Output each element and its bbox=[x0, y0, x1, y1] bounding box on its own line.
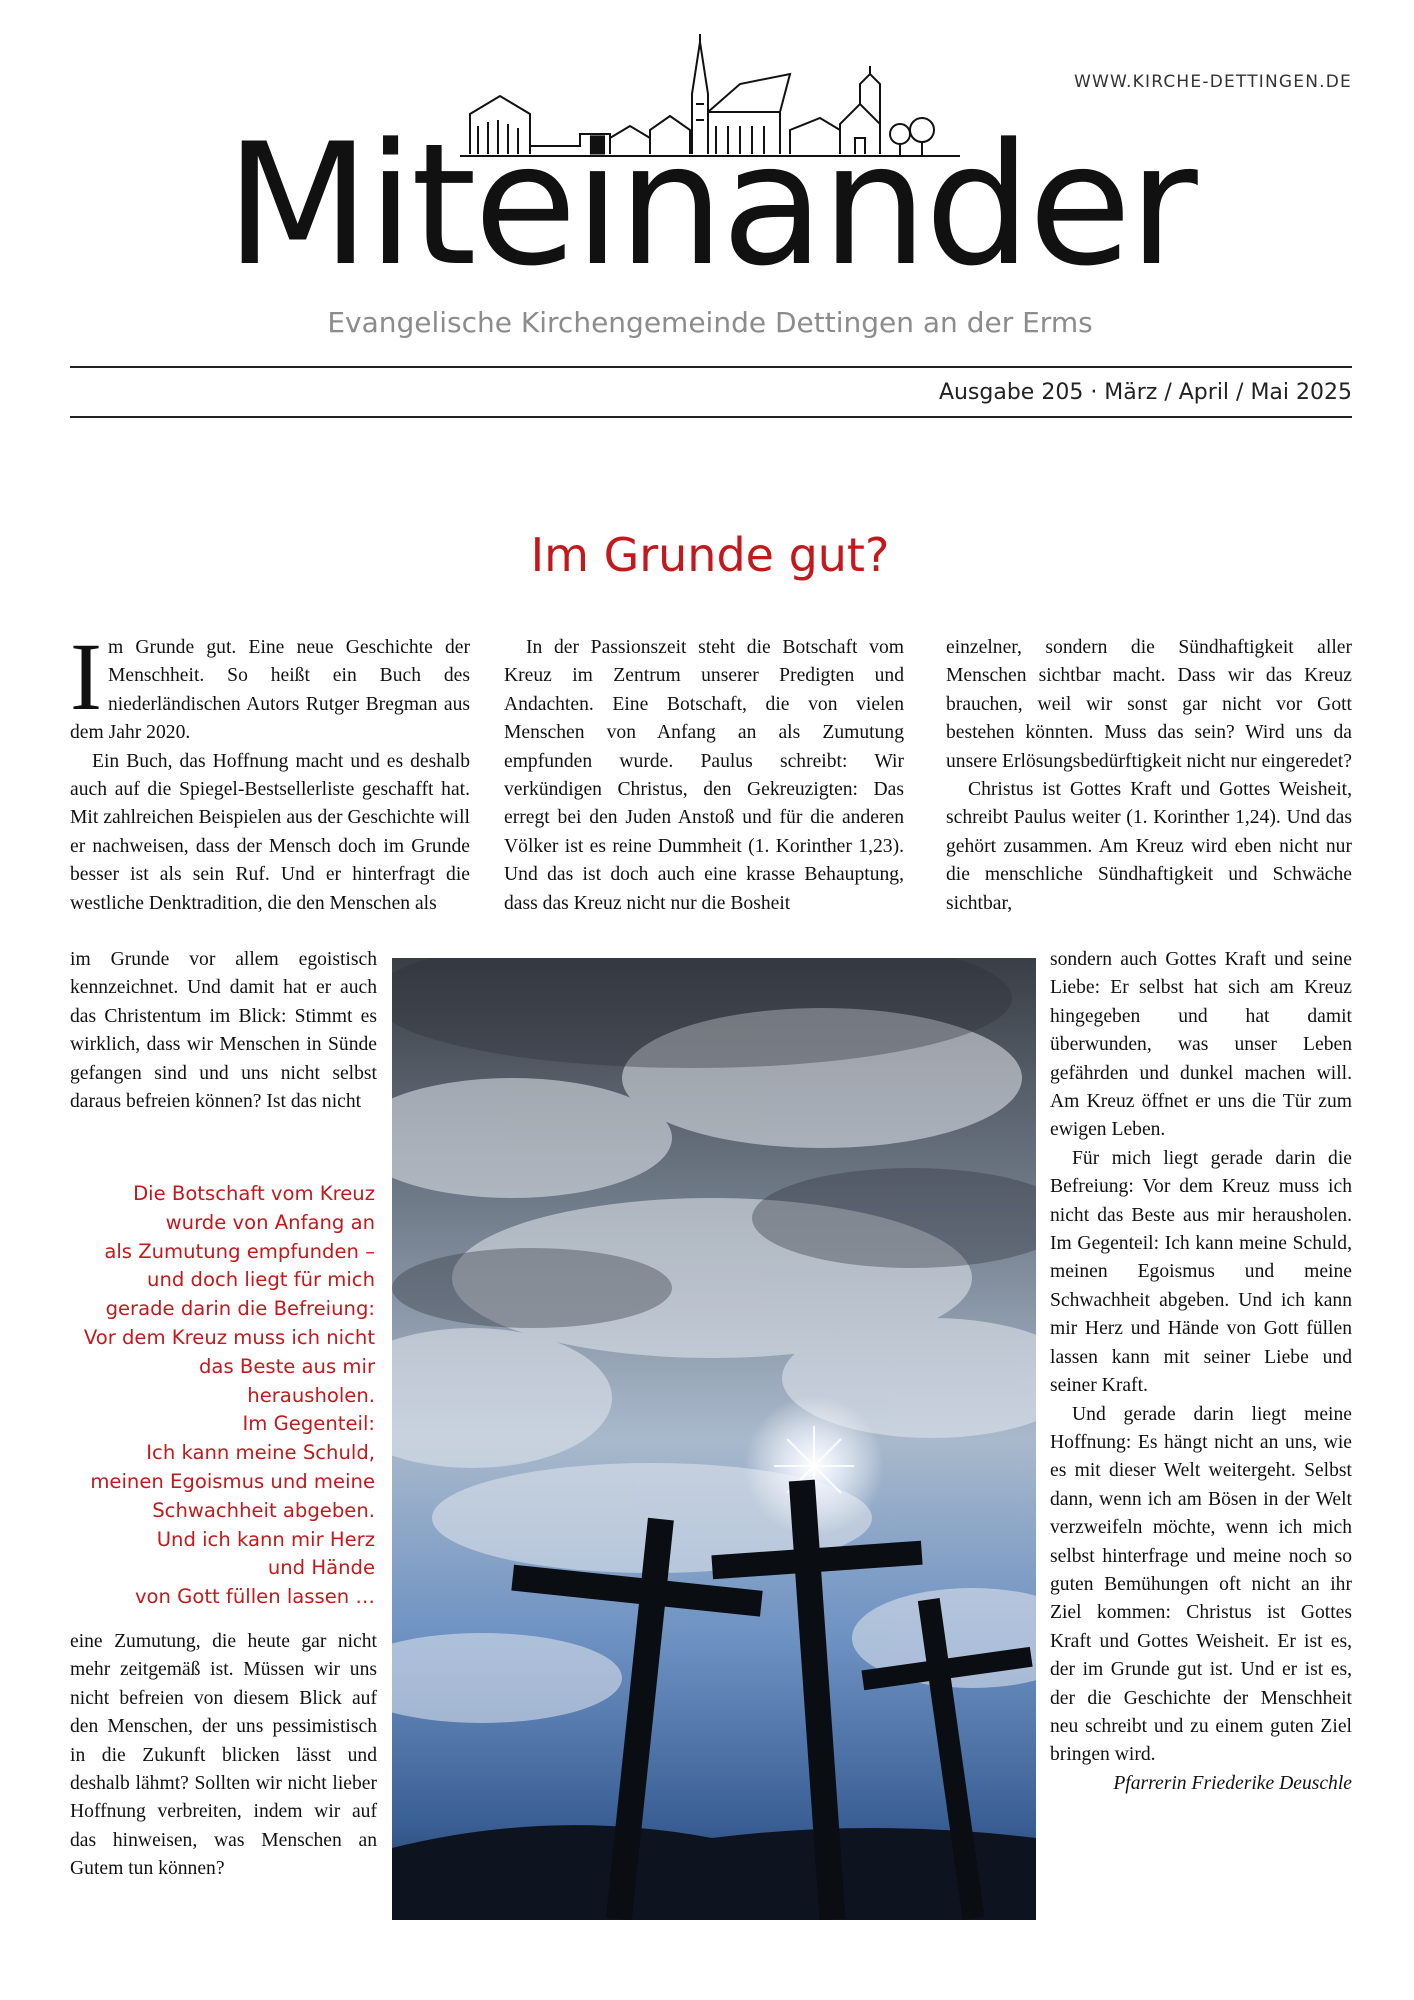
paragraph: Und gerade darin liegt meine Hoffnung: Es hängt nicht an uns, wie es mit dieser Welt weitergeht. Selbst dann, wenn ich am Bösen in der Welt verzweifeln möchte, wenn ich mich selbst hinterfrage und meine noch so guten Bemühungen oft nicht an ihr Ziel kommen: Christus ist Gottes Kraft und Gottes Weisheit. Er ist es, der im Grunde gut ist. Und er ist es, der die Geschichte der Menschheit neu schreibt und zu einem guten Ziel bringen wird. bbox=[1050, 1403, 1352, 1766]
pull-quote-line: Vor dem Kreuz muss ich nicht bbox=[83, 1325, 375, 1349]
pull-quote-line: das Beste aus mir bbox=[199, 1354, 375, 1378]
column-1-top bbox=[70, 623, 470, 918]
pull-quote-line: Die Botschaft vom Kreuz bbox=[133, 1182, 375, 1205]
author-signature: Pfarrerin Friederike Deuschle bbox=[1113, 1772, 1352, 1794]
pull-quote-line: meinen Egoismus und meine bbox=[90, 1469, 375, 1493]
paragraph: In der Passionszeit steht die Botschaft vom Kreuz im Zentrum unserer Predigten und Andachten. Eine Botschaft, die von vielen Menschen von Anfang an als Zumutung empfunden wurde. Paulus schreibt: Wir verkündigen Christus, den Gekreuzigten: Das erregt bei den Juden Anstoß und für die anderen Völker ist es reine Dummheit (1. Korinther 1,23). Und das ist doch auch eine krasse Behauptung, dass das Kreuz nicht nur die Bosheit bbox=[504, 637, 904, 914]
pull-quote-line: Im Gegenteil: bbox=[242, 1412, 375, 1436]
paragraph: Im Grunde gut. Eine neue Geschichte der Menschheit. So heißt ein Buch des niederländischen Autors Rutger Bregman aus dem Jahr 2020. bbox=[70, 623, 470, 744]
article-headline: Im Grunde gut? bbox=[530, 528, 890, 582]
masthead-subtitle: Evangelische Kirchengemeinde Dettingen an der Erms bbox=[327, 306, 1093, 339]
pull-quote-line: Schwachheit abgeben. bbox=[152, 1498, 375, 1522]
drop-cap: I bbox=[70, 623, 102, 730]
website-url: WWW.KIRCHE-DETTINGEN.DE bbox=[1073, 72, 1352, 92]
paragraph: eine Zumutung, die heute gar nicht mehr zeitgemäß ist. Müssen wir uns nicht befreien von diesem Blick auf den Menschen, der uns pessimistisch in die Zukunft blicken lässt und deshalb lähmt? Sollten wir nicht lieber Hoffnung verbreiten, indem wir auf das hinweisen, was Menschen an Gutem tun können? bbox=[70, 1631, 377, 1880]
pull-quote-line: und doch liegt für mich bbox=[147, 1268, 375, 1292]
pull-quote-line: und Hände bbox=[267, 1556, 375, 1580]
column-1-narrow bbox=[70, 946, 377, 1116]
pull-quote-line: Ich kann meine Schuld, bbox=[146, 1441, 375, 1465]
paragraph: Ein Buch, das Hoffnung macht und es deshalb auch auf die Spiegel-Bestsellerliste geschafft hat. Mit zahlreichen Beispielen aus der Geschichte will er nachweisen, dass der Mensch doch im Grunde besser ist als sein Ruf. Und er hinterfragt die westliche Denktradition, die den Menschen als bbox=[70, 750, 470, 914]
paragraph: sondern auch Gottes Kraft und seine Liebe: Er selbst hat sich am Kreuz hingegeben und hat damit überwunden, was unser Leben gefährden und dunkel machen will. Am Kreuz öffnet er uns die Tür zum ewigen Leben. bbox=[1050, 949, 1352, 1141]
pull-quote-line: als Zumutung empfunden – bbox=[104, 1239, 375, 1263]
column-3-narrow bbox=[1050, 946, 1352, 1798]
pull-quote-line: gerade darin die Befreiung: bbox=[105, 1297, 375, 1321]
pull-quote-line: von Gott füllen lassen … bbox=[134, 1585, 375, 1609]
paragraph: Christus ist Gottes Kraft und Gottes Weisheit, schreibt Paulus weiter (1. Korinther 1,24). Und das gehört zusammen. Am Kreuz wird eben nicht nur die menschliche Sündhaftigkeit und Schwäche sichtbar, bbox=[946, 779, 1352, 914]
column-3-top bbox=[946, 634, 1352, 918]
header-rule-bottom bbox=[70, 416, 1352, 418]
paragraph: im Grunde vor allem egoistisch kennzeichnet. Und damit hat er auch das Christentum im Blick: Stimmt es wirklich, dass wir Menschen in Sünde gefangen sind und uns nicht selbst daraus befreien können? Ist das nicht bbox=[70, 949, 377, 1113]
pull-quote-line: Und ich kann mir Herz bbox=[156, 1527, 375, 1551]
paragraph: Für mich liegt gerade darin die Befreiung: Vor dem Kreuz muss ich nicht das Beste aus mir herausholen. Im Gegenteil: Ich kann meine Schuld, meinen Egoismus und meine Schwachheit abgeben. Und ich kann mir Herz und Hände von Gott füllen lassen kann mit seiner Liebe und seiner Kraft. bbox=[1050, 1147, 1352, 1397]
pull-quote-line: wurde von Anfang an bbox=[165, 1210, 375, 1234]
pull-quote bbox=[70, 1180, 375, 1612]
masthead-title: Miteinander bbox=[225, 107, 1195, 303]
pull-quote-line: herausholen. bbox=[247, 1383, 375, 1407]
issue-line: Ausgabe 205 · März / April / Mai 2025 bbox=[938, 380, 1352, 405]
column-1-bottom bbox=[70, 1628, 377, 1884]
header-rule-top bbox=[70, 366, 1352, 368]
column-2 bbox=[504, 634, 904, 918]
paragraph: einzelner, sondern die Sündhaftigkeit aller Menschen sichtbar macht. Dass wir das Kreuz brauchen, weil wir sonst gar nicht vor Gott bestehen könnten. Muss das sein? Wird uns da unsere Erlösungsbedürftigkeit nicht nur eingeredet? bbox=[946, 637, 1352, 772]
three-crosses-photo bbox=[392, 958, 1036, 1920]
